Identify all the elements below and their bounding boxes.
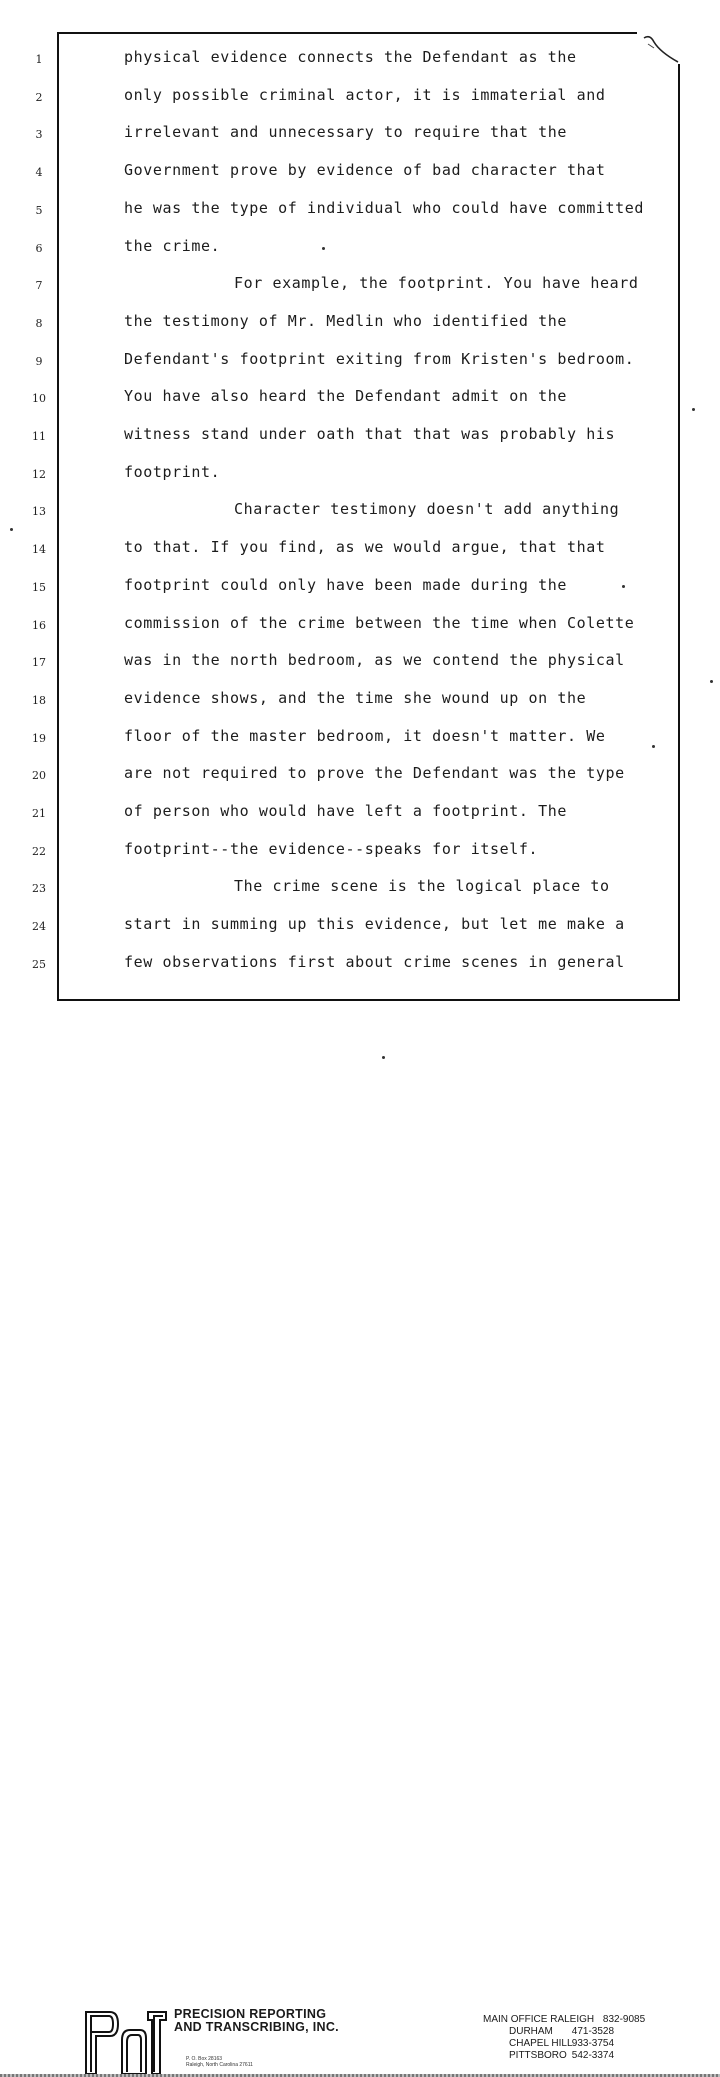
line-number: 13 <box>32 505 46 519</box>
office-row <box>483 2014 645 2026</box>
line-number: 21 <box>32 807 46 820</box>
line-text: he was the type of individual who could have committed <box>124 198 645 217</box>
transcript-line <box>0 533 700 570</box>
line-number: 19 <box>32 731 46 745</box>
transcript-line <box>0 948 700 985</box>
line-text: The crime scene is the logical place to <box>234 877 610 896</box>
company-name-line-1: PRECISION REPORTING <box>174 2007 327 2021</box>
office-phone-list <box>483 2014 645 2062</box>
line-number: 9 <box>35 354 43 368</box>
company-address <box>186 2056 253 2068</box>
transcript-line <box>0 609 700 646</box>
line-number: 1 <box>35 53 43 66</box>
line-number: 25 <box>32 957 46 971</box>
line-number: 14 <box>32 543 46 557</box>
line-text: Character testimony doesn't add anything <box>234 500 620 519</box>
svg-text:P&T: P&T <box>82 2006 84 2007</box>
line-number: 22 <box>32 844 46 858</box>
precision-reporting-logo <box>82 2006 168 2076</box>
transcript-line <box>0 382 700 419</box>
line-number: 10 <box>32 392 46 406</box>
page-footer <box>0 1002 720 2068</box>
transcript-line <box>0 269 700 306</box>
office-city: MAIN OFFICE RALEIGH <box>483 2014 595 2025</box>
line-number: 23 <box>32 882 46 896</box>
line-text: footprint--the evidence--speaks for itself. <box>124 839 539 858</box>
transcript-line <box>0 872 700 909</box>
line-number: 3 <box>35 128 43 142</box>
line-text: are not required to prove the Defendant was the type <box>124 764 625 783</box>
transcript-line <box>0 43 700 80</box>
scan-speck <box>652 745 655 748</box>
page-border-top <box>57 32 637 34</box>
transcript-line <box>0 835 700 872</box>
office-phone: 471-3528 <box>571 2026 615 2037</box>
office-city: DURHAM <box>509 2026 553 2037</box>
transcript-line <box>0 684 700 721</box>
transcript-line <box>0 194 700 231</box>
transcript-line <box>0 118 700 155</box>
office-phone: 542-3374 <box>571 2050 615 2061</box>
line-text: footprint. <box>124 462 221 481</box>
line-text: evidence shows, and the time she wound up on the <box>124 688 587 707</box>
office-row <box>483 2038 645 2050</box>
transcript-line <box>0 345 700 382</box>
line-text: For example, the footprint. You have heard <box>234 274 639 293</box>
line-text: footprint could only have been made during the <box>124 575 568 594</box>
transcript-line <box>0 232 700 269</box>
line-number: 16 <box>32 618 46 632</box>
transcript-line <box>0 571 700 608</box>
line-text: You have also heard the Defendant admit on the <box>124 387 568 406</box>
scan-speck <box>10 528 13 531</box>
line-text: physical evidence connects the Defendant as the <box>124 48 577 66</box>
transcript-line <box>0 307 700 344</box>
line-number: 7 <box>35 279 43 293</box>
office-row <box>483 2026 645 2038</box>
line-text: few observations first about crime scenes in general <box>124 952 625 971</box>
line-text: floor of the master bedroom, it doesn't matter. We <box>124 726 606 745</box>
line-text: was in the north bedroom, as we contend the physical <box>124 651 625 670</box>
line-number: 18 <box>32 693 46 707</box>
transcript-line <box>0 759 700 796</box>
line-text: Defendant's footprint exiting from Kristen's bedroom. <box>124 349 635 368</box>
company-name-line-2: AND TRANSCRIBING, INC. <box>174 2020 339 2034</box>
line-number: 24 <box>32 920 46 934</box>
line-text: start in summing up this evidence, but let me make a <box>124 915 625 934</box>
line-number: 5 <box>35 203 43 217</box>
address-line-2: Raleigh, North Carolina 27611 <box>186 2062 253 2068</box>
office-phone: 832-9085 <box>602 2014 646 2025</box>
line-text: of person who would have left a footprint. The <box>124 802 568 820</box>
transcript-line <box>0 420 700 457</box>
line-number: 20 <box>32 769 46 783</box>
transcript-line <box>0 910 700 947</box>
company-name <box>174 2008 339 2034</box>
transcript-line <box>0 81 700 118</box>
line-number: 15 <box>32 580 46 594</box>
line-text: to that. If you find, as we would argue, that that <box>124 538 606 557</box>
address-line-1: P. O. Box 28163 <box>186 2056 223 2062</box>
line-text: only possible criminal actor, it is immaterial and <box>124 85 606 104</box>
line-number: 17 <box>32 656 46 670</box>
scan-speck <box>692 408 695 411</box>
transcript-line <box>0 458 700 495</box>
line-number: 2 <box>35 90 43 104</box>
line-text: irrelevant and unnecessary to require that the <box>124 123 568 142</box>
line-text: Government prove by evidence of bad character that <box>124 161 606 180</box>
line-text: witness stand under oath that that was probably his <box>124 425 616 443</box>
line-text: the crime. <box>124 236 221 255</box>
page-border-bottom <box>57 999 680 1001</box>
line-number: 8 <box>35 316 43 330</box>
scan-speck <box>322 247 325 250</box>
transcript-line <box>0 156 700 193</box>
line-number: 4 <box>35 166 43 180</box>
office-city: PITTSBORO <box>509 2050 567 2061</box>
line-number: 11 <box>32 430 46 443</box>
line-number: 12 <box>32 467 46 481</box>
line-text: commission of the crime between the time when Colette <box>124 613 635 632</box>
line-text: the testimony of Mr. Medlin who identified the <box>124 311 568 330</box>
office-row <box>483 2050 645 2062</box>
transcript-line <box>0 722 700 759</box>
line-number: 6 <box>35 241 43 255</box>
scan-speck <box>710 680 713 683</box>
transcript-line <box>0 495 700 532</box>
transcript-line <box>0 797 700 834</box>
office-phone: 933-3754 <box>571 2038 615 2049</box>
transcript-line <box>0 646 700 683</box>
scan-speck <box>622 585 625 588</box>
office-city: CHAPEL HILL <box>509 2038 573 2049</box>
